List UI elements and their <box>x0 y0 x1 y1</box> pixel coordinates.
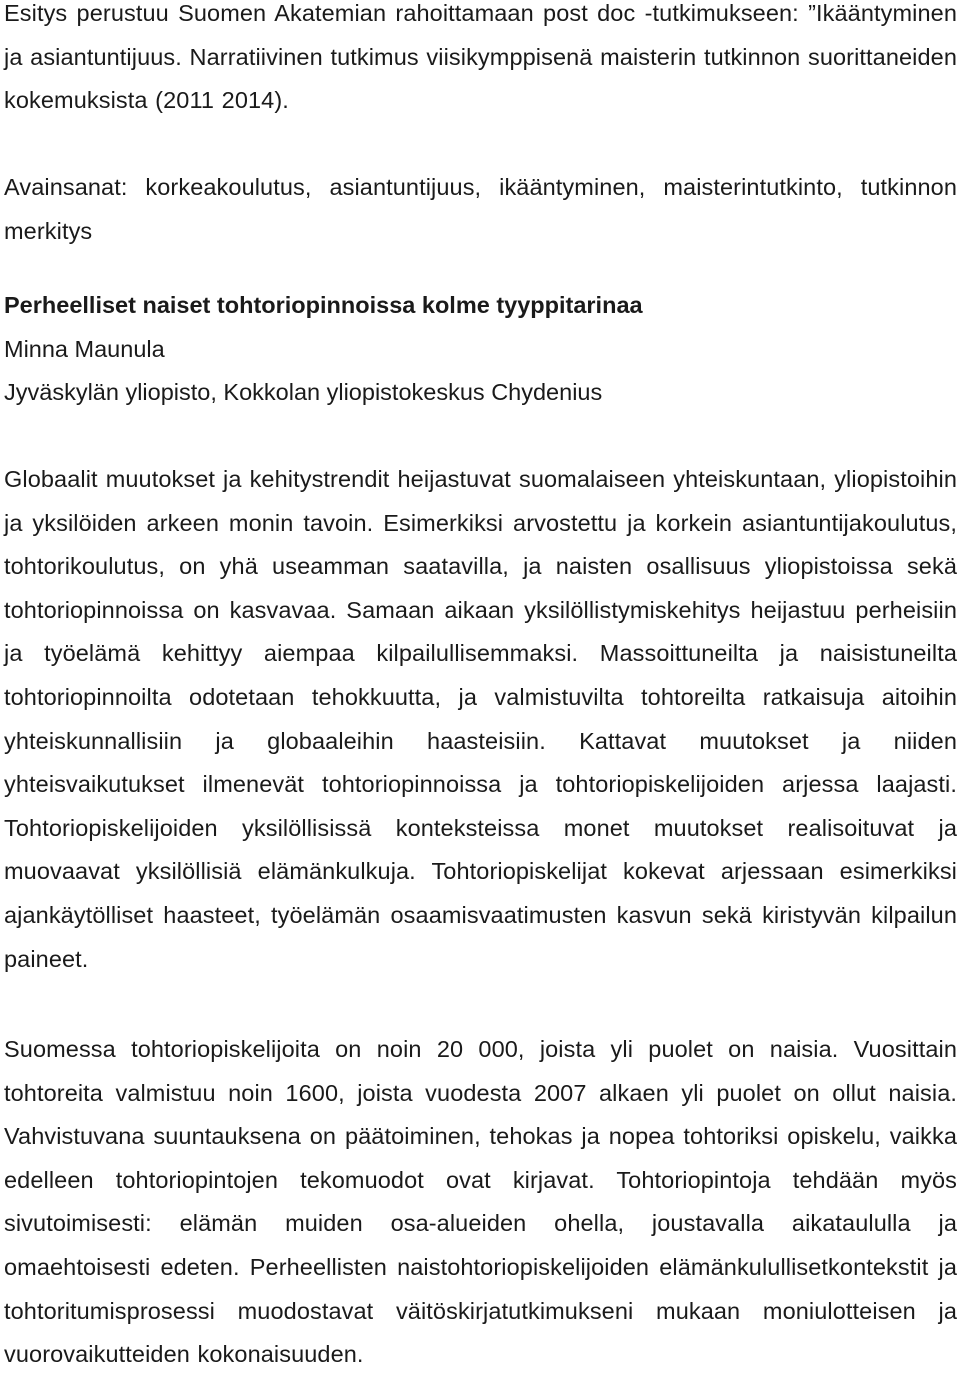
body-paragraph-1: Globaalit muutokset ja kehitystrendit heijastuvat suomalaiseen yhteiskuntaan, yliopistoihin ja yksilöiden arkeen monin tavoin. Esimerkiksi arvostettu ja korkein asiantuntijakoulutus, tohtorikoulutus, on yhä useamman saatavilla, ja naisten osallisuus yliopistoissa sekä tohtoriopinnoissa on kasvavaa. Samaan aikaan yksilöllistymiskehitys heijastuu perheisiin ja työelämä kehittyy aiempaa kilpailullisemmaksi. Massoittuneilta ja naisistuneilta tohtoriopinnoilta odotetaan tehokkuutta, ja valmistuvilta tohtoreilta ratkaisuja aitoihin yhteiskunnallisiin ja globaaleihin haasteisiin. Kattavat muutokset ja niiden yhteisvaikutukset ilmenevät tohtoriopinnoissa ja tohtoriopiskelijoiden arjessa laajasti. Tohtoriopiskelijoiden yksilöllisissä konteksteissa monet muutokset realisoituvat ja muovaavat yksilöllisiä elämänkulkuja. Tohtoriopiskelijat kokevat arjessaan esimerkiksi ajankäytölliset haasteet, työelämän osaamisvaatimusten kasvun sekä kiristyvän kilpailun paineet. <box>4 466 957 972</box>
intro-paragraph: Esitys perustuu Suomen Akatemian rahoittamaan post doc -tutkimukseen: ”Ikääntyminen ja asiantuntijuus. Narratiivinen tutkimus viisikymppisenä maisterin tutkinnon suorittaneiden kokemuksista (2011 2014). <box>4 0 957 114</box>
article-heading <box>4 284 957 415</box>
article-title: Perheelliset naiset tohtoriopinnoissa kolme tyyppitarinaa <box>4 292 643 318</box>
keywords-paragraph: Avainsanat: korkeakoulutus, asiantuntijuus, ikääntyminen, maisterintutkinto, tutkinnon merkitys <box>4 174 957 244</box>
author-affiliation: Jyväskylän yliopisto, Kokkolan yliopistokeskus Chydenius <box>4 379 603 406</box>
author-name: Minna Maunula <box>4 335 165 362</box>
body-paragraph-2: Suomessa tohtoriopiskelijoita on noin 20 000, joista yli puolet on naisia. Vuosittain tohtoreita valmistuu noin 1600, joista vuodesta 2007 alkaen yli puolet on ollut naisia. Vahvistuvana suuntauksena on päätoiminen, tehokas ja nopea tohtoriksi opiskelu, vaikka edelleen tohtoriopintojen tekomuodot ovat kirjavat. Tohtoriopintoja tehdään myös sivutoimisesti: elämän muiden osa-alueiden ohella, joustavalla aikataululla ja omaehtoisesti edeten. Perheellisten naistohtoriopiskelijoiden elämänkulullisetkontekstit ja tohtoritumisprosessi muodostavat väitöskirjatutkimukseni mukaan moniulotteisen ja vuorovaikutteiden kokonaisuuden. <box>4 1036 957 1368</box>
